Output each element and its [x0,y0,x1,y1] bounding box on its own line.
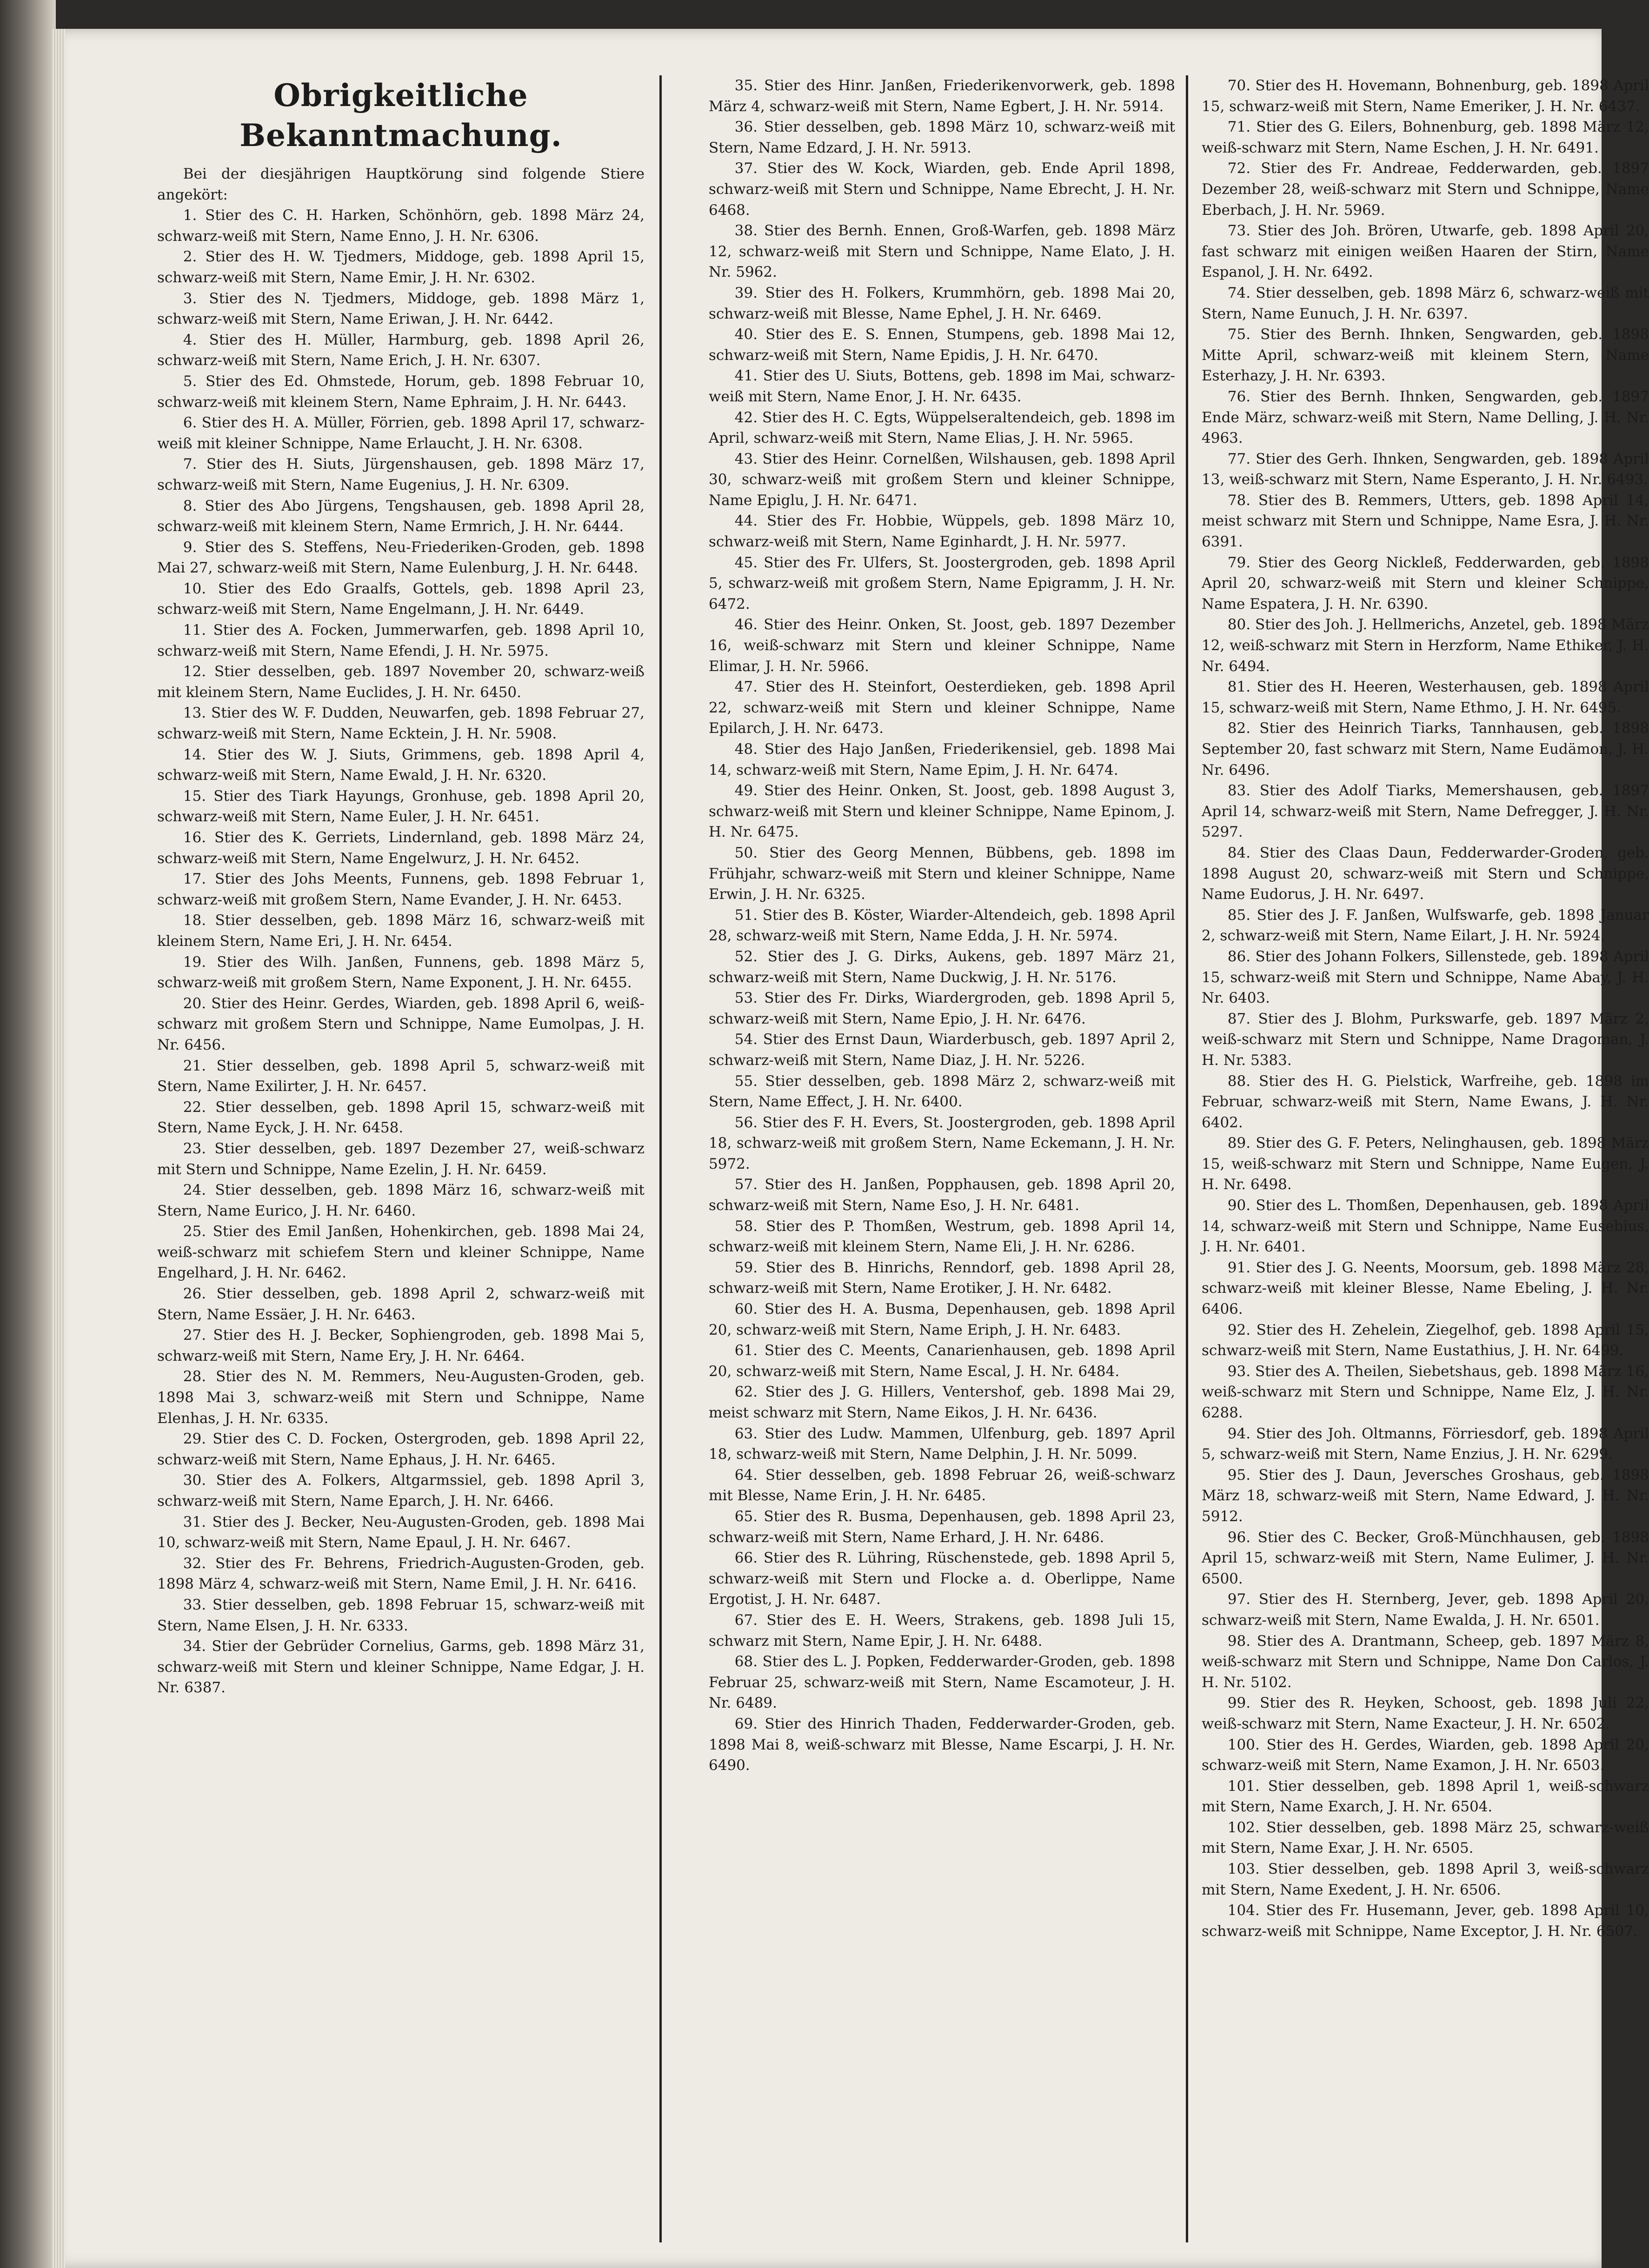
bull-entry: 73. Stier des Joh. Brören, Utwarfe, geb. 1898 April 20, fast schwarz mit einigen weißen Haaren der Stirn, Name Espanol, J. H. Nr. 6492. [1202,222,1649,281]
bull-entry: 66. Stier des R. Lühring, Rüschenstede, geb. 1898 April 5, schwarz-weiß mit Stern und Flocke a. d. Oberlippe, Name Ergotist, J. H. Nr. 6487. [709,1550,1175,1608]
bull-entry: 25. Stier des Emil Janßen, Hohenkirchen, geb. 1898 Mai 24, weiß-schwarz mit schiefem Stern und kleiner Schnippe, Name Engelhard, J. H. Nr. 6462. [157,1223,645,1282]
bull-entry: 74. Stier desselben, geb. 1898 März 6, schwarz-weiß mit Stern, Name Eunuch, J. H. Nr. 6397. [1202,284,1649,322]
bull-entry: 101. Stier desselben, geb. 1898 April 1, weiß-schwarz mit Stern, Name Exarch, J. H. Nr. 6504. [1202,1777,1649,1816]
bull-entry: 47. Stier des H. Steinfort, Oesterdieken, geb. 1898 April 22, schwarz-weiß mit Stern und kleiner Schnippe, Name Epilarch, J. H. Nr. 6473. [709,678,1175,737]
bull-entry: 92. Stier des H. Zehelein, Ziegelhof, geb. 1898 April 15, schwarz-weiß mit Stern, Name Eustathius, J. H. Nr. 6499. [1202,1321,1649,1359]
bull-entry: 102. Stier desselben, geb. 1898 März 25, schwarz-weiß mit Stern, Name Exar, J. H. Nr. 6505. [1202,1819,1649,1857]
bull-entry: 60. Stier des H. A. Busma, Depenhausen, geb. 1898 April 20, schwarz-weiß mit Stern, Name Eriph, J. H. Nr. 6483. [709,1301,1175,1338]
bull-entry: 40. Stier des E. S. Ennen, Stumpens, geb. 1898 Mai 12, schwarz-weiß mit Stern, Name Epidis, J. H. Nr. 6470. [709,326,1175,364]
bull-entry: 84. Stier des Claas Daun, Fedderwarder-Groden, geb. 1898 August 20, schwarz-weiß mit Stern und Schnippe, Name Eudorus, J. H. Nr. 6497. [1202,844,1649,903]
bull-entry: 15. Stier des Tiark Hayungs, Gronhuse, geb. 1898 April 20, schwarz-weiß mit Stern, Name Euler, J. H. Nr. 6451. [157,787,645,825]
bull-entry: 79. Stier des Georg Nickleß, Fedderwarden, geb. 1898 April 20, schwarz-weiß mit Stern und kleiner Schnippe, Name Espatera, J. H. Nr. 6390. [1202,554,1649,612]
bull-entry: 23. Stier desselben, geb. 1897 Dezember 27, weiß-schwarz mit Stern und Schnippe, Name Ezelin, J. H. Nr. 6459. [157,1140,645,1178]
bull-entry: 17. Stier des Johs Meents, Funnens, geb. 1898 Februar 1, schwarz-weiß mit großem Stern, Name Evander, J. H. Nr. 6453. [157,871,645,908]
bull-entry: 70. Stier des H. Hovemann, Bohnenburg, geb. 1898 April 15, schwarz-weiß mit Stern, Name Emeriker, J. H. Nr. 6437. [1202,77,1649,115]
bull-entry: 61. Stier des C. Meents, Canarienhausen, geb. 1898 April 20, schwarz-weiß mit Stern, Name Escal, J. H. Nr. 6484. [709,1342,1175,1380]
bull-entry: 38. Stier des Bernh. Ennen, Groß-Warfen, geb. 1898 März 12, schwarz-weiß mit Stern und Schnippe, Name Elato, J. H. Nr. 5962. [709,222,1175,281]
bull-entry: 58. Stier des P. Thomßen, Westrum, geb. 1898 April 14, schwarz-weiß mit kleinem Stern, Name Eli, J. H. Nr. 6286. [709,1217,1175,1256]
bull-entry: 65. Stier des R. Busma, Depenhausen, geb. 1898 April 23, schwarz-weiß mit Stern, Name Erhard, J. H. Nr. 6486. [709,1508,1175,1546]
bull-entry: 39. Stier des H. Folkers, Krummhörn, geb. 1898 Mai 20, schwarz-weiß mit Blesse, Name Ephel, J. H. Nr. 6469. [709,284,1175,322]
bull-entry: 34. Stier der Gebrüder Cornelius, Garms, geb. 1898 März 31, schwarz-weiß mit Stern und kleiner Schnippe, Name Edgar, J. H. Nr. 6387. [157,1638,645,1696]
bull-entry: 5. Stier des Ed. Ohmstede, Horum, geb. 1898 Februar 10, schwarz-weiß mit kleinem Stern, Name Ephraim, J. H. Nr. 6443. [157,372,645,411]
bull-entry: 87. Stier des J. Blohm, Purkswarfe, geb. 1897 März 2, weiß-schwarz mit Stern und Schnippe, Name Dragoman, J. H. Nr. 5383. [1202,1010,1649,1069]
bull-entry: 20. Stier des Heinr. Gerdes, Wiarden, geb. 1898 April 6, weiß-schwarz mit großem Stern und Schnippe, Name Eumolpas, J. H. Nr. 6456. [157,995,645,1053]
bull-entry: 18. Stier desselben, geb. 1898 März 16, schwarz-weiß mit kleinem Stern, Name Eri, J. H. Nr. 6454. [157,912,645,950]
bull-entry: 37. Stier des W. Kock, Wiarden, geb. Ende April 1898, schwarz-weiß mit Stern und Schnippe, Name Ebrecht, J. H. Nr. 6468. [709,160,1175,219]
bull-entry: 12. Stier desselben, geb. 1897 November 20, schwarz-weiß mit kleinem Stern, Name Euclides, J. H. Nr. 6450. [157,663,645,701]
bull-entry: 88. Stier des H. G. Pielstick, Warfreihe, geb. 1898 im Februar, schwarz-weiß mit Stern, Name Ewans, J. H. Nr. 6402. [1202,1072,1649,1131]
bull-entry: 2. Stier des H. W. Tjedmers, Middoge, geb. 1898 April 15, schwarz-weiß mit Stern, Name Emir, J. H. Nr. 6302. [157,248,645,286]
column-rule-left [659,75,662,2242]
bull-entry: 33. Stier desselben, geb. 1898 Februar 15, schwarz-weiß mit Stern, Name Elsen, J. H. Nr. 6333. [157,1596,645,1634]
bull-entry: 95. Stier des J. Daun, Jeversches Groshaus, geb. 1898 März 18, schwarz-weiß mit Stern, Name Edward, J. H. Nr. 5912. [1202,1466,1649,1525]
bull-entry: 26. Stier desselben, geb. 1898 April 2, schwarz-weiß mit Stern, Name Essäer, J. H. Nr. 6463. [157,1285,645,1323]
newspaper-page [51,29,1649,2268]
bull-entry: 93. Stier des A. Theilen, Siebetshaus, geb. 1898 März 16, weiß-schwarz mit Stern und Schnippe, Name Elz, J. H. Nr. 6288. [1202,1363,1649,1421]
bull-entry: 14. Stier des W. J. Siuts, Grimmens, geb. 1898 April 4, schwarz-weiß mit Stern, Name Ewald, J. H. Nr. 6320. [157,746,645,784]
bull-entry: 21. Stier desselben, geb. 1898 April 5, schwarz-weiß mit Stern, Name Exilirter, J. H. Nr. 6457. [157,1057,645,1095]
announcement-intro: Bei der diesjährigen Hauptkörung sind folgende Stiere angekört: [157,166,645,203]
bull-entry: 78. Stier des B. Remmers, Utters, geb. 1898 April 14, meist schwarz mit Stern und Schnippe, Name Esra, J. H. Nr. 6391. [1202,492,1649,551]
book-spine [0,0,56,2268]
bull-entry: 63. Stier des Ludw. Mammen, Ulfenburg, geb. 1897 April 18, schwarz-weiß mit Stern, Name Delphin, J. H. Nr. 5099. [709,1425,1175,1463]
bull-entry: 99. Stier des R. Heyken, Schoost, geb. 1898 Juli 22, weiß-schwarz mit Stern, Name Exacteur, J. H. Nr. 6502. [1202,1695,1649,1732]
bull-entry: 54. Stier des Ernst Daun, Wiarderbusch, geb. 1897 April 2, schwarz-weiß mit Stern, Name Diaz, J. H. Nr. 5226. [709,1031,1175,1069]
bull-entry: 27. Stier des H. J. Becker, Sophiengroden, geb. 1898 Mai 5, schwarz-weiß mit Stern, Name Ery, J. H. Nr. 6464. [157,1327,645,1364]
bull-entry: 1. Stier des C. H. Harken, Schönhörn, geb. 1898 März 24, schwarz-weiß mit Stern, Name Enno, J. H. Nr. 6306. [157,207,645,245]
bull-entry: 86. Stier des Johann Folkers, Sillenstede, geb. 1898 April 15, schwarz-weiß mit Stern und Schnippe, Name Abay, J. H. Nr. 6403. [1202,948,1649,1007]
bull-entry: 52. Stier des J. G. Dirks, Aukens, geb. 1897 März 21, schwarz-weiß mit Stern, Name Duckwig, J. H. Nr. 5176. [709,948,1175,986]
column-2-entries [709,75,1175,1776]
bull-entry: 85. Stier des J. F. Janßen, Wulfswarfe, geb. 1898 Januar 2, schwarz-weiß mit Stern, Name Eilart, J. H. Nr. 5924. [1202,906,1649,944]
bull-entry: 104. Stier des Fr. Husemann, Jever, geb. 1898 April 10, schwarz-weiß mit Schnippe, Name Exceptor, J. H. Nr. 6507. [1202,1902,1649,1940]
column-1 [157,75,645,1698]
bull-entry: 69. Stier des Hinrich Thaden, Fedderwarder-Groden, geb. 1898 Mai 8, weiß-schwarz mit Blesse, Name Escarpi, J. H. Nr. 6490. [709,1715,1175,1774]
bull-entry: 46. Stier des Heinr. Onken, St. Joost, geb. 1897 Dezember 16, weiß-schwarz mit Stern und kleiner Schnippe, Name Elimar, J. H. Nr. 5966. [709,616,1175,675]
bull-entry: 49. Stier des Heinr. Onken, St. Joost, geb. 1898 August 3, schwarz-weiß mit Stern und kleiner Schnippe, Name Epinom, J. H. Nr. 6475. [709,782,1175,841]
bull-entry: 7. Stier des H. Siuts, Jürgenshausen, geb. 1898 März 17, schwarz-weiß mit Stern, Name Eugenius, J. H. Nr. 6309. [157,456,645,493]
bull-entry: 48. Stier des Hajo Janßen, Friederikensiel, geb. 1898 Mai 14, schwarz-weiß mit Stern, Name Epim, J. H. Nr. 6474. [709,741,1175,778]
bull-entry: 10. Stier des Edo Graalfs, Gottels, geb. 1898 April 23, schwarz-weiß mit Stern, Name Engelmann, J. H. Nr. 6449. [157,580,645,618]
bull-entry: 80. Stier des Joh. J. Hellmerichs, Anzetel, geb. 1898 März 12, weiß-schwarz mit Stern in Herzform, Name Ethiker, J. H. Nr. 6494. [1202,616,1649,675]
column-3-entries [1202,75,1649,1942]
bull-entry: 64. Stier desselben, geb. 1898 Februar 26, weiß-schwarz mit Blesse, Name Erin, J. H. Nr. 6485. [709,1466,1175,1504]
bull-entry: 59. Stier des B. Hinrichs, Renndorf, geb. 1898 April 28, schwarz-weiß mit Stern, Name Erotiker, J. H. Nr. 6482. [709,1259,1175,1297]
bull-entry: 100. Stier des H. Gerdes, Wiarden, geb. 1898 April 20, schwarz-weiß mit Stern, Name Examon, J. H. Nr. 6503. [1202,1736,1649,1774]
bull-entry: 51. Stier des B. Köster, Wiarder-Altendeich, geb. 1898 April 28, schwarz-weiß mit Stern, Name Edda, J. H. Nr. 5974. [709,906,1175,944]
bull-entry: 83. Stier des Adolf Tiarks, Memershausen, geb. 1897 April 14, schwarz-weiß mit Stern, Name Defregger, J. H. Nr. 5297. [1202,782,1649,841]
bull-entry: 77. Stier des Gerh. Ihnken, Sengwarden, geb. 1898 April 13, weiß-schwarz mit Stern, Name Esperanto, J. H. Nr. 6493. [1202,450,1649,488]
bull-entry: 91. Stier des J. G. Neents, Moorsum, geb. 1898 März 28, schwarz-weiß mit kleiner Blesse, Name Ebeling, J. H. Nr. 6406. [1202,1259,1649,1318]
bull-entry: 4. Stier des H. Müller, Harmburg, geb. 1898 April 26, schwarz-weiß mit Stern, Name Erich, J. H. Nr. 6307. [157,331,645,369]
bull-entry: 103. Stier desselben, geb. 1898 April 3, weiß-schwarz mit Stern, Name Exedent, J. H. Nr. 6506. [1202,1861,1649,1898]
column-3 [1202,75,1649,1942]
bull-entry: 55. Stier desselben, geb. 1898 März 2, schwarz-weiß mit Stern, Name Effect, J. H. Nr. 6400. [709,1072,1175,1111]
bull-entry: 43. Stier des Heinr. Cornelßen, Wilshausen, geb. 1898 April 30, schwarz-weiß mit großem Stern und kleiner Schnippe, Name Epiglu, J. H. Nr. 6471. [709,450,1175,509]
bull-entry: 89. Stier des G. F. Peters, Nelinghausen, geb. 1898 März 15, weiß-schwarz mit Stern und Schnippe, Name Eugen, J. H. Nr. 6498. [1202,1135,1649,1193]
bull-entry: 36. Stier desselben, geb. 1898 März 10, schwarz-weiß mit Stern, Name Edzard, J. H. Nr. 5913. [709,119,1175,156]
bull-entry: 30. Stier des A. Folkers, Altgarmssiel, geb. 1898 April 3, schwarz-weiß mit Stern, Name Eparch, J. H. Nr. 6466. [157,1472,645,1510]
bull-entry: 71. Stier des G. Eilers, Bohnenburg, geb. 1898 März 12, weiß-schwarz mit Stern, Name Eschen, J. H. Nr. 6491. [1202,119,1649,156]
bull-entry: 19. Stier des Wilh. Janßen, Funnens, geb. 1898 März 5, schwarz-weiß mit großem Stern, Name Exponent, J. H. Nr. 6455. [157,953,645,991]
bull-entry: 90. Stier des L. Thomßen, Depenhausen, geb. 1898 April 14, schwarz-weiß mit Stern und Schnippe, Name Eusebius, J. H. Nr. 6401. [1202,1197,1649,1256]
bull-entry: 28. Stier des N. M. Remmers, Neu-Augusten-Groden, geb. 1898 Mai 3, schwarz-weiß mit Stern und Schnippe, Name Elenhas, J. H. Nr. 6335. [157,1368,645,1427]
bull-entry: 22. Stier desselben, geb. 1898 April 15, schwarz-weiß mit Stern, Name Eyck, J. H. Nr. 6458. [157,1098,645,1137]
bull-entry: 44. Stier des Fr. Hobbie, Wüppels, geb. 1898 März 10, schwarz-weiß mit Stern, Name Eginhardt, J. H. Nr. 5977. [709,512,1175,551]
bull-entry: 45. Stier des Fr. Ulfers, St. Joostergroden, geb. 1898 April 5, schwarz-weiß mit großem Stern, Name Epigramm, J. H. Nr. 6472. [709,554,1175,612]
bull-entry: 82. Stier des Heinrich Tiarks, Tannhausen, geb. 1898 September 20, fast schwarz mit Stern, Name Eudämon, J. H. Nr. 6496. [1202,720,1649,778]
bull-entry: 81. Stier des H. Heeren, Westerhausen, geb. 1898 April 15, schwarz-weiß mit Stern, Name Ethmo, J. H. Nr. 6495. [1202,678,1649,716]
bull-entry: 29. Stier des C. D. Focken, Ostergroden, geb. 1898 April 22, schwarz-weiß mit Stern, Name Ephaus, J. H. Nr. 6465. [157,1430,645,1468]
bull-entry: 16. Stier des K. Gerriets, Lindernland, geb. 1898 März 24, schwarz-weiß mit Stern, Name Engelwurz, J. H. Nr. 6452. [157,829,645,867]
bull-entry: 32. Stier des Fr. Behrens, Friedrich-Augusten-Groden, geb. 1898 März 4, schwarz-weiß mit Stern, Name Emil, J. H. Nr. 6416. [157,1555,645,1593]
column-1-entries [157,205,645,1698]
bull-entry: 35. Stier des Hinr. Janßen, Friederikenvorwerk, geb. 1898 März 4, schwarz-weiß mit Stern, Name Egbert, J. H. Nr. 5914. [709,77,1175,115]
bull-entry: 62. Stier des J. G. Hillers, Ventershof, geb. 1898 Mai 29, meist schwarz mit Stern, Name Eikos, J. H. Nr. 6436. [709,1383,1175,1421]
bull-entry: 11. Stier des A. Focken, Jummerwarfen, geb. 1898 April 10, schwarz-weiß mit Stern, Name Efendi, J. H. Nr. 5975. [157,622,645,659]
bull-entry: 41. Stier des U. Siuts, Bottens, geb. 1898 im Mai, schwarz-weiß mit Stern, Name Enor, J. H. Nr. 6435. [709,367,1175,405]
bull-entry: 57. Stier des H. Janßen, Popphausen, geb. 1898 April 20, schwarz-weiß mit Stern, Name Eso, J. H. Nr. 6481. [709,1176,1175,1214]
bull-entry: 50. Stier des Georg Mennen, Bübbens, geb. 1898 im Frühjahr, schwarz-weiß mit Stern und kleiner Schnippe, Name Erwin, J. H. Nr. 6325. [709,844,1175,903]
bull-entry: 53. Stier des Fr. Dirks, Wiardergroden, geb. 1898 April 5, schwarz-weiß mit Stern, Name Epio, J. H. Nr. 6476. [709,990,1175,1027]
bull-entry: 98. Stier des A. Drantmann, Scheep, geb. 1897 März 8, weiß-schwarz mit Stern und Schnippe, Name Don Carlos, J. H. Nr. 5102. [1202,1632,1649,1691]
bull-entry: 56. Stier des F. H. Evers, St. Joostergroden, geb. 1898 April 18, schwarz-weiß mit großem Stern, Name Eckemann, J. H. Nr. 5972. [709,1114,1175,1172]
bull-entry: 94. Stier des Joh. Oltmanns, Förriesdorf, geb. 1898 April 5, schwarz-weiß mit Stern, Name Enzius, J. H. Nr. 6299. [1202,1425,1649,1463]
bull-entry: 31. Stier des J. Becker, Neu-Augusten-Groden, geb. 1898 Mai 10, schwarz-weiß mit Stern, Name Epaul, J. H. Nr. 6467. [157,1513,645,1551]
bull-entry: 42. Stier des H. C. Egts, Wüppelseraltendeich, geb. 1898 im April, schwarz-weiß mit Stern, Name Elias, J. H. Nr. 5965. [709,409,1175,447]
announcement-heading: Obrigkeitliche Bekanntmachung. [239,77,562,153]
bull-entry: 3. Stier des N. Tjedmers, Middoge, geb. 1898 März 1, schwarz-weiß mit Stern, Name Eriwan, J. H. Nr. 6442. [157,290,645,328]
bull-entry: 97. Stier des H. Sternberg, Jever, geb. 1898 April 20, schwarz-weiß mit Stern, Name Ewalda, J. H. Nr. 6501. [1202,1591,1649,1629]
column-rule-right [1186,75,1188,2242]
bull-entry: 13. Stier des W. F. Dudden, Neuwarfen, geb. 1898 Februar 27, schwarz-weiß mit Stern, Name Ecktein, J. H. Nr. 5908. [157,705,645,743]
bull-entry: 75. Stier des Bernh. Ihnken, Sengwarden, geb. 1898 Mitte April, schwarz-weiß mit kleinem Stern, Name Esterhazy, J. H. Nr. 6393. [1202,326,1649,385]
bull-entry: 68. Stier des L. J. Popken, Fedderwarder-Groden, geb. 1898 Februar 25, schwarz-weiß mit Stern, Name Escamoteur, J. H. Nr. 6489. [709,1653,1175,1712]
bull-entry: 6. Stier des H. A. Müller, Förrien, geb. 1898 April 17, schwarz-weiß mit kleiner Schnippe, Name Erlaucht, J. H. Nr. 6308. [157,414,645,452]
bull-entry: 9. Stier des S. Steffens, Neu-Friederiken-Groden, geb. 1898 Mai 27, schwarz-weiß mit Stern, Name Eulenburg, J. H. Nr. 6448. [157,539,645,577]
bull-entry: 76. Stier des Bernh. Ihnken, Sengwarden, geb. 1897 Ende März, schwarz-weiß mit Stern, Name Delling, J. H. Nr. 4963. [1202,388,1649,447]
bull-entry: 8. Stier des Abo Jürgens, Tengshausen, geb. 1898 April 28, schwarz-weiß mit kleinem Stern, Name Ermrich, J. H. Nr. 6444. [157,497,645,535]
bull-entry: 24. Stier desselben, geb. 1898 März 16, schwarz-weiß mit Stern, Name Eurico, J. H. Nr. 6460. [157,1182,645,1219]
bull-entry: 72. Stier des Fr. Andreae, Fedderwarden, geb. 1897 Dezember 28, weiß-schwarz mit Stern und Schnippe, Name Eberbach, J. H. Nr. 5969. [1202,160,1649,219]
bull-entry: 67. Stier des E. H. Weers, Strakens, geb. 1898 Juli 15, schwarz mit Stern, Name Epir, J. H. Nr. 6488. [709,1611,1175,1649]
bull-entry: 96. Stier des C. Becker, Groß-Münchhausen, geb. 1898 April 15, schwarz-weiß mit Stern, Name Eulimer, J. H. Nr. 6500. [1202,1529,1649,1587]
column-2 [709,75,1175,1776]
